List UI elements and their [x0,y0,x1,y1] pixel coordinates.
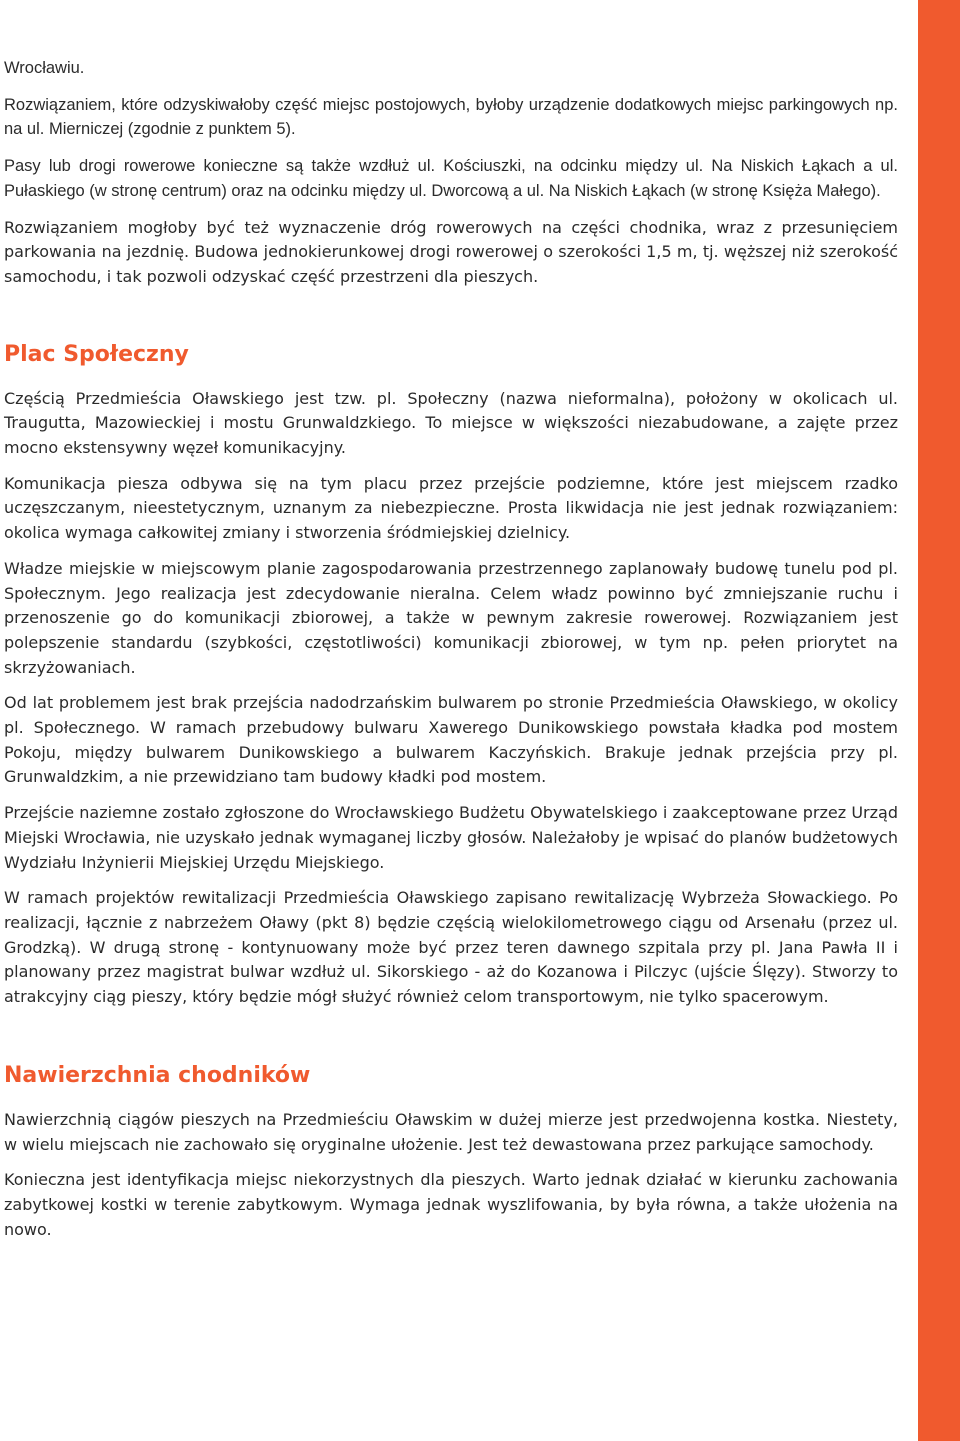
section-heading-nawierzchnia: Nawierzchnia chodników [4,1062,311,1088]
orange-side-bar [918,0,960,1441]
plac-paragraph-1: Częścią Przedmieścia Oławskiego jest tzw. pl. Społeczny (nazwa nieformalna), położony w okolicach ul. Traugutta, Mazowieckiej i mostu Grunwaldzkiego. To miejsce w większości niezabudowane, a zajęte przez mocno ekstensywny węzeł komunikacyjny. [4,388,898,458]
plac-paragraph-4: Od lat problemem jest brak przejścia nadodrzańskim bulwarem po stronie Przedmieścia Oławskiego, w okolicy pl. Społecznego. W ramach przebudowy bulwaru Xawerego Dunikowskiego powstała kładka pod mostem Pokoju, między bulwarem Dunikowskiego a bulwarem Kaczyńskich. Brakuje jednak przejścia przy pl. Grunwaldzkim, a nie przewidziano tam budowy kładki pod mostem. [4,693,898,787]
plac-paragraph-2: Komunikacja piesza odbywa się na tym placu przez przejście podziemne, które jest miejscem rzadko uczęszczanym, nieestetycznym, uznanym za niebezpieczne. Prosta likwidacja nie jest jednak rozwiązaniem: okolica wymaga całkowitej zmiany i stworzenia śródmiejskiej dzielnicy. [4,473,898,543]
intro-paragraph-4: Rozwiązaniem mogłoby być też wyznaczenie dróg rowerowych na części chodnika, wraz z przesunięciem parkowania na jezdnię. Budowa jednokierunkowej drogi rowerowej o szerokości 1,5 m, tj. węższej niż szerokość samochodu, i tak pozwoli odzyskać część przestrzeni dla pieszych. [4,217,898,286]
plac-paragraph-6: W ramach projektów rewitalizacji Przedmieścia Oławskiego zapisano rewitalizację Wybrzeża Słowackiego. Po realizacji, łącznie z nabrzeżem Oławy (pkt 8) będzie częścią wielokilometrowego ciągu od Arsenału (przez ul. Grodzką). W drugą stronę - kontynuowany może być przez teren dawnego szpitala przy pl. Jana Pawła II i planowany przez magistrat bulwar wzdłuż ul. Sikorskiego - aż do Kozanowa i Pilczyc (ujście Ślęzy). Stworzy to atrakcyjny ciąg pieszy, który będzie mógł służyć również celom transportowym, nie tylko spacerowym. [4,888,898,1007]
document-body [4,56,898,1253]
intro-paragraph-2: Rozwiązaniem, które odzyskiwałoby część miejsc postojowych, byłoby urządzenie dodatkowych miejsc parkingowych np. na ul. Mierniczej (zgodnie z punktem 5). [4,95,898,139]
intro-paragraph-3: Pasy lub drogi rowerowe konieczne są także wzdłuż ul. Kościuszki, na odcinku między ul. Na Niskich Łąkach a ul. Pułaskiego (w stronę centrum) oraz na odcinku między ul. Dworcową a ul. Na Niskich Łąkach (w stronę Księża Małego). [4,157,898,200]
plac-paragraph-5: Przejście naziemne zostało zgłoszone do Wrocławskiego Budżetu Obywatelskiego i zaakceptowane przez Urząd Miejski Wrocławia, nie uzyskało jednak wymaganej liczby głosów. Należałoby je wpisać do planów budżetowych Wydziału Inżynierii Miejskiej Urzędu Miejskiego. [4,803,898,872]
nawierzchnia-paragraph-1: Nawierzchnią ciągów pieszych na Przedmieściu Oławskim w dużej mierze jest przedwojenna kostka. Niestety, w wielu miejscach nie zachowało się oryginalne ułożenie. Jest też dewastowana przez parkujące samochody. [4,1109,898,1154]
plac-paragraph-3: Władze miejskie w miejscowym planie zagospodarowania przestrzennego zaplanowały budowę tunelu pod pl. Społecznym. Jego realizacja jest zdecydowanie nieralna. Celem władz powinno być zmniejszanie ruchu i przenoszenie go do komunikacji zbiorowej, a także w pewnym zakresie rowerowej. Rozwiązaniem jest polepszenie standardu (szybkości, częstotliwości) komunikacji zbiorowej, w tym np. pełen priorytet na skrzyżowaniach. [4,558,898,677]
section-heading-plac-spoleczny: Plac Społeczny [4,341,189,367]
nawierzchnia-paragraph-2: Konieczna jest identyfikacja miejsc niekorzystnych dla pieszych. Warto jednak działać w kierunku zachowania zabytkowej kostki w terenie zabytkowym. Wymaga jednak wyszlifowania, by była równa, a także ułożenia na nowo. [4,1170,898,1239]
intro-paragraph-1: Wrocławiu. [4,59,85,77]
